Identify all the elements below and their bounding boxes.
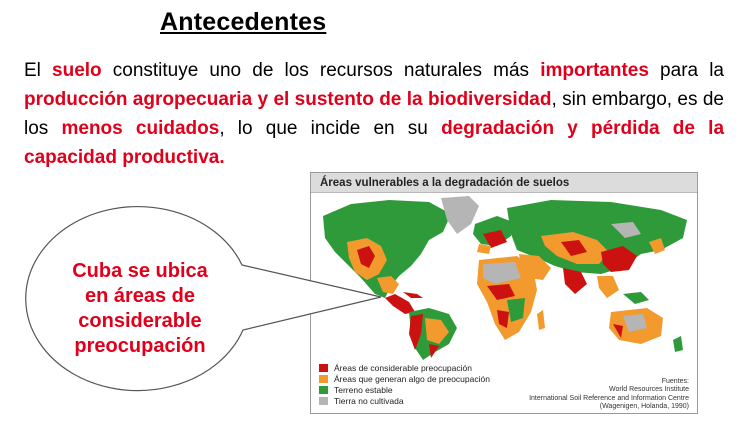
callout-line: Cuba se ubica (72, 260, 208, 282)
highlight-text: degradación y pérdida de la capacidad productiva. (24, 118, 725, 168)
source-line: World Resources Institute (608, 386, 689, 394)
highlight-text: importantes (540, 60, 649, 81)
source-line: Fuentes: (661, 378, 689, 385)
callout-line: en áreas de (84, 285, 196, 307)
callout-line: considerable (78, 310, 202, 332)
slide-title: Antecedentes (160, 8, 327, 36)
paragraph-text: El (24, 60, 53, 81)
legend-label: Áreas que generan algo de preocupación (334, 374, 490, 384)
legend-label: Tierra no cultivada (334, 396, 404, 406)
map-title: Áreas vulnerables a la degradación de suelos (311, 173, 697, 193)
paragraph-text: para la (648, 60, 724, 81)
highlight-text: producción agropecuaria y el sustento de la biodiversidad (24, 89, 552, 110)
paragraph-text: constituye uno de los recursos naturales más (101, 60, 541, 81)
highlight-text: suelo (52, 60, 102, 81)
source-line: International Soil Reference and Information Centre (529, 394, 689, 402)
legend-label: Áreas de considerable preocupación (334, 363, 472, 373)
paragraph-text: , lo que incide en su (219, 118, 442, 139)
callout-line: preocupación (74, 335, 206, 357)
callout-text (48, 259, 232, 359)
legend-label: Terreno estable (334, 385, 393, 395)
paragraph-text: , sin embargo, es de los (24, 89, 724, 139)
source-line: (Wagenigen, Holanda, 1990) (599, 403, 689, 411)
highlight-text: menos cuidados (61, 118, 220, 139)
